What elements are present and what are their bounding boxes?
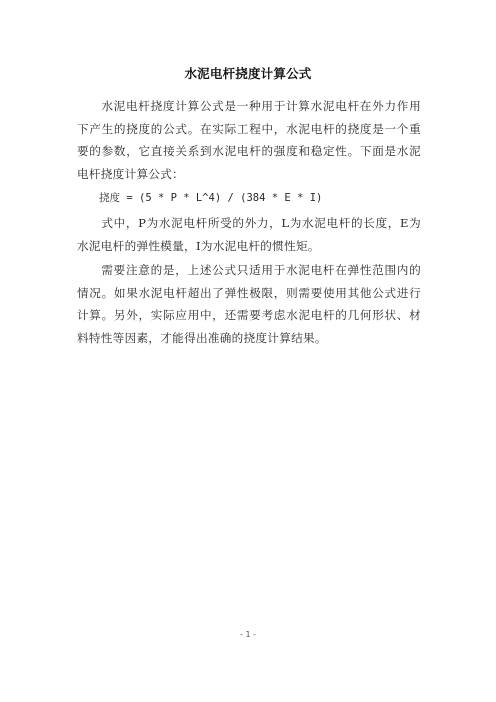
page-number: - 1 - [240,630,256,639]
document-body [77,95,421,352]
paragraph-formula: 挠度 = (5 * P * L^4) / (384 * E * I) [99,192,323,205]
paragraph-variables: 式中，P为水泥电杆所受的外力，L为水泥电杆的长度，E为水泥电杆的弹性模量，I为水泥电杆的惯性矩。 [77,215,421,253]
paragraph-notes: 需要注意的是，上述公式只适用于水泥电杆在弹性范围内的情况。如果水泥电杆超出了弹性极限，则需要使用其他公式进行计算。另外，实际应用中，还需要考虑水泥电杆的几何形状、材料特性等因素，才能得出准确的挠度计算结果。 [77,263,421,345]
paragraph-intro: 水泥电杆挠度计算公式是一种用于计算水泥电杆在外力作用下产生的挠度的公式。在实际工程中，水泥电杆的挠度是一个重要的参数，它直接关系到水泥电杆的强度和稳定性。下面是水泥电杆挠度计算公式： [77,99,421,181]
document-title: 水泥电杆挠度计算公式 [184,66,312,81]
